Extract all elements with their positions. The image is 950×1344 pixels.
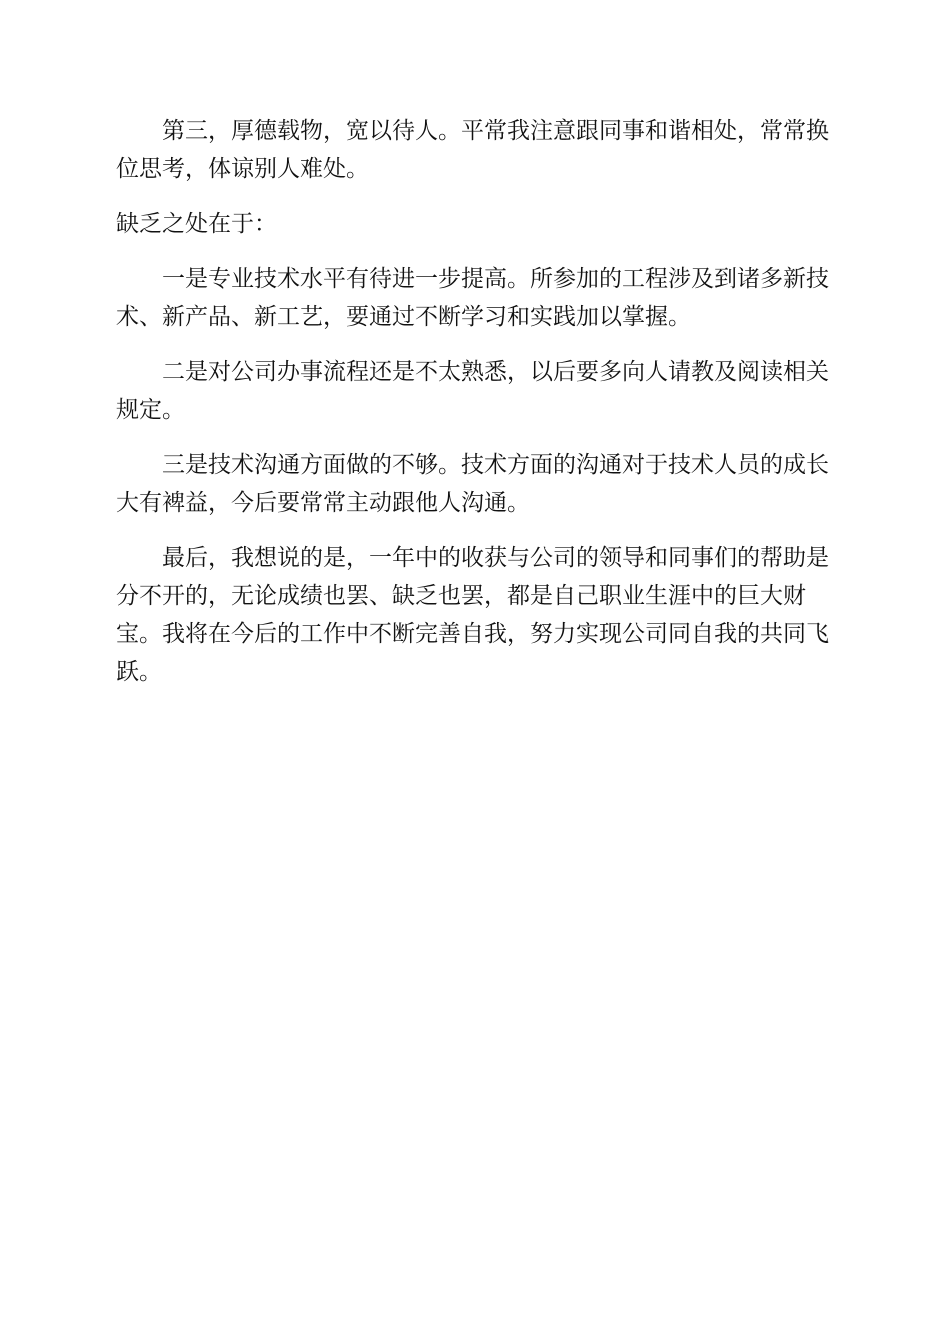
paragraph-conclusion: 最后，我想说的是，一年中的收获与公司的领导和同事们的帮助是分不开的，无论成绩也罢、缺乏也罢，都是自己职业生涯中的巨大财宝。我将在今后的工作中不断完善自我，努力实现公司同自我的共同飞跃。: [116, 545, 829, 685]
paragraph-shortcoming-three: 三是技术沟通方面做的不够。技术方面的沟通对于技术人员的成长大有裨益，今后要常常主动跟他人沟通。: [116, 452, 829, 516]
paragraph-shortcomings-heading: 缺乏之处在于：: [116, 211, 277, 237]
document-page: [116, 112, 836, 708]
paragraph-third-point: 第三，厚德载物，宽以待人。平常我注意跟同事和谐相处，常常换位思考，体谅别人难处。: [116, 118, 829, 182]
paragraph-shortcoming-two: 二是对公司办事流程还是不太熟悉，以后要多向人请教及阅读相关规定。: [116, 359, 829, 423]
paragraph-shortcoming-one: 一是专业技术水平有待进一步提高。所参加的工程涉及到诸多新技术、新产品、新工艺，要通过不断学习和实践加以掌握。: [116, 266, 829, 330]
